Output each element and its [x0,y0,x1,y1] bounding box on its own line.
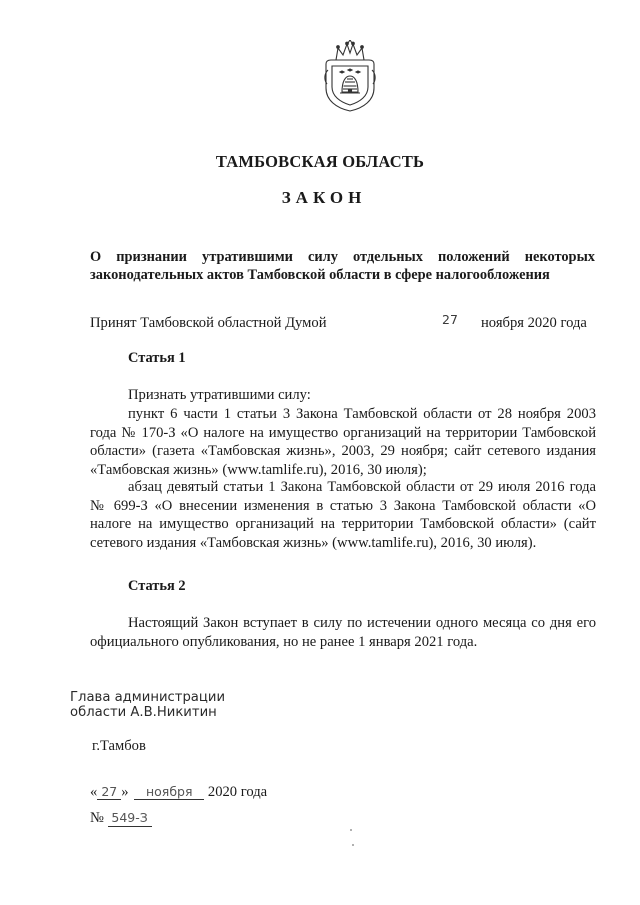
adoption-date: ноября 2020 года [481,315,587,331]
signature-position: Глава администрации [70,690,226,705]
article-1-intro: Признать утратившими силу: [128,387,311,403]
signing-place: г.Тамбов [92,738,146,754]
signature-block [70,690,225,720]
number-value [108,810,152,827]
date-day: 27 [97,784,121,800]
tambov-coat-of-arms-icon [318,40,382,112]
law-title: О признании утратившими силу отдельных положений некоторых законодательных актов Тамбовской области в сфере налогообложения [90,249,595,283]
article-2-text: Настоящий Закон вступает в силу по истечении одного месяца со дня его официального опубликования, но не ранее 1 января 2021 года. [90,615,596,650]
article-2-heading: Статья 2 [128,578,186,594]
article-1-item-1: пункт 6 части 1 статьи 3 Закона Тамбовской области от 28 ноября 2003 года № 170-З «О налоге на имущество организаций на территории Тамбовской области» (газета «Тамбовская жизнь», 2003, 29 ноября; сайт сетевого издания «Тамбовская жизнь» (www.tamlife.ru), 2016, 30 июля); [90,406,596,478]
article-1-heading: Статья 1 [128,350,186,366]
signing-date [90,784,267,801]
law-number [90,810,152,827]
region-title: ТАМБОВСКАЯ ОБЛАСТЬ [215,152,425,171]
date-year: 2020 года [207,784,268,800]
date-open-quote: « [90,784,98,800]
number-value-text: 549-З [111,810,148,825]
scan-speck [350,829,352,831]
date-month: ноября [134,784,204,800]
document-type: ЗАКОН [281,188,367,207]
signature-name: области А.В.Никитин [70,705,217,720]
date-close-quote: » [121,784,129,800]
article-1-item-2: абзац девятый статьи 1 Закона Тамбовской области от 29 июля 2016 года № 699-З «О внесении изменения в статью 3 Закона Тамбовской области «О налоге на имущество организаций на территории Тамбовской области» (сайт сетевого издания «Тамбовская жизнь» (www.tamlife.ru), 2016, 30 июля). [90,479,596,551]
adoption-text: Принят Тамбовской областной Думой [90,315,327,331]
number-sign: № [90,810,104,826]
scan-speck [352,844,354,846]
adoption-day: 27 [442,312,458,327]
